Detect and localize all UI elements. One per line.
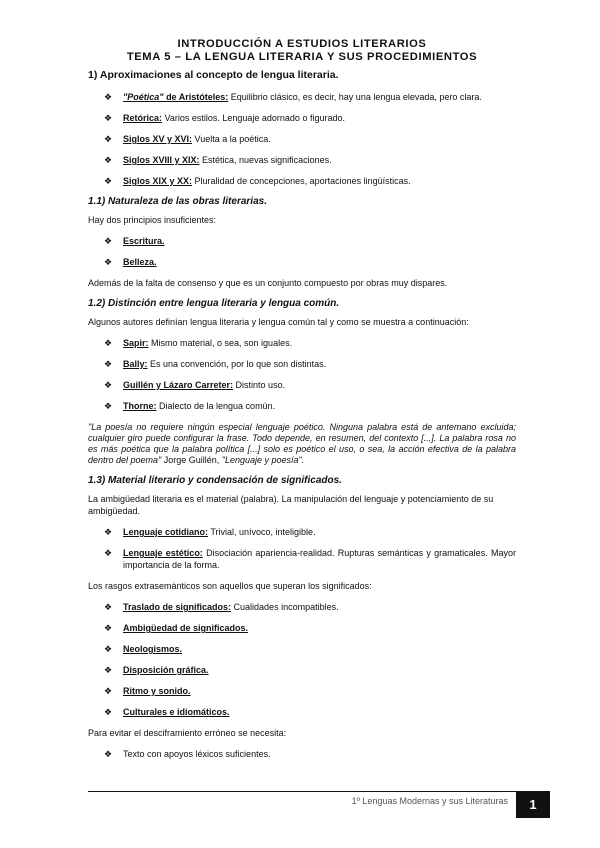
section-1-2-heading: 1.2) Distinción entre lengua literaria y lengua común. bbox=[88, 298, 340, 309]
list-item-key: Thorne: bbox=[123, 401, 157, 411]
diamond-bullet-icon: ❖ bbox=[104, 380, 113, 390]
diamond-bullet-icon: ❖ bbox=[104, 401, 113, 411]
list-item-key: "Poética" bbox=[123, 92, 164, 102]
section-1-2-list bbox=[88, 337, 516, 412]
list-item-text: Equilibrio clásico, es decir, hay una lengua elevada, pero clara. bbox=[228, 92, 482, 102]
section-1-3-heading: 1.3) Material literario y condensación de significados. bbox=[88, 475, 342, 486]
quotation bbox=[88, 422, 516, 466]
list-item-key: Belleza. bbox=[123, 257, 157, 267]
list-item-key: Lenguaje estético: bbox=[123, 548, 203, 558]
list-item bbox=[88, 154, 516, 166]
list-item-text: Varios estilos. Lenguaje adornado o figurado. bbox=[162, 113, 345, 123]
diamond-bullet-icon: ❖ bbox=[104, 749, 113, 759]
footer-course: 1º Lenguas Modernas y sus Literaturas bbox=[351, 796, 508, 806]
diamond-bullet-icon: ❖ bbox=[104, 92, 113, 102]
list-item-key: Siglos XV y XVI: bbox=[123, 134, 193, 144]
list-item bbox=[88, 526, 516, 538]
list-item-key: de Aristóteles: bbox=[163, 92, 229, 102]
list-item-key: Bally: bbox=[123, 359, 148, 369]
list-item-text: Es una convención, por lo que son distintas. bbox=[147, 359, 327, 369]
list-item-key: Sapir: bbox=[123, 338, 149, 348]
list-item-text: Vuelta a la poética. bbox=[192, 134, 271, 144]
document-title-line1: INTRODUCCIÓN A ESTUDIOS LITERARIOS bbox=[177, 38, 427, 50]
list-item-key: Neologismos. bbox=[123, 644, 183, 654]
list-item bbox=[88, 685, 516, 697]
list-item-text: Pluralidad de concepciones, aportaciones lingüísticas. bbox=[192, 176, 411, 186]
footer-divider bbox=[88, 791, 516, 792]
list-item bbox=[88, 91, 516, 103]
paragraph: Los rasgos extrasemánticos son aquellos que superan los significados: bbox=[88, 581, 372, 591]
list-item-key: Disposición gráfica. bbox=[123, 665, 209, 675]
section-1-heading: 1) Aproximaciones al concepto de lengua literaria. bbox=[88, 69, 339, 81]
list-item-key: Ritmo y sonido. bbox=[123, 686, 191, 696]
list-item-key: Siglos XIX y XX: bbox=[123, 176, 193, 186]
list-item bbox=[88, 358, 516, 370]
list-item bbox=[88, 235, 516, 247]
diamond-bullet-icon: ❖ bbox=[104, 707, 113, 717]
list-item bbox=[88, 664, 516, 676]
list-item bbox=[88, 601, 516, 613]
list-item-key: Traslado de significados: bbox=[123, 602, 232, 612]
section-1-3-requirements-list bbox=[88, 748, 516, 760]
list-item bbox=[88, 547, 516, 571]
list-item bbox=[88, 175, 516, 187]
list-item-text: Cualidades incompatibles. bbox=[231, 602, 339, 612]
section-1-1-list bbox=[88, 235, 516, 268]
list-item bbox=[88, 379, 516, 391]
list-item-key: Lenguaje cotidiano: bbox=[123, 527, 209, 537]
list-item bbox=[88, 112, 516, 124]
page-number: 1 bbox=[516, 791, 550, 818]
list-item-text: Mismo material, o sea, son iguales. bbox=[148, 338, 293, 348]
diamond-bullet-icon: ❖ bbox=[104, 338, 113, 348]
paragraph: Para evitar el desciframiento erróneo se necesita: bbox=[88, 728, 287, 738]
section-1-1-heading: 1.1) Naturaleza de las obras literarias. bbox=[88, 196, 267, 207]
list-item-key: Culturales e idiomáticos. bbox=[123, 707, 230, 717]
list-item-key: Escritura. bbox=[123, 236, 165, 246]
list-item-text: Disociación apariencia-realidad. Rupturas semánticas y gramaticales. Mayor importancia de la forma. bbox=[123, 548, 516, 570]
diamond-bullet-icon: ❖ bbox=[104, 644, 113, 654]
section-1-list bbox=[88, 91, 516, 187]
list-item bbox=[88, 400, 516, 412]
quote-author: Jorge Guillén, bbox=[161, 455, 222, 465]
diamond-bullet-icon: ❖ bbox=[104, 602, 113, 612]
paragraph: Hay dos principios insuficientes: bbox=[88, 215, 217, 225]
paragraph: Además de la falta de consenso y que es un conjunto compuesto por obras muy dispares. bbox=[88, 278, 448, 288]
paragraph: La ambigüedad literaria es el material (palabra). La manipulación del lenguaje y potenciamiento de su ambigüedad. bbox=[88, 494, 494, 516]
list-item-text: Estética, nuevas significaciones. bbox=[199, 155, 332, 165]
diamond-bullet-icon: ❖ bbox=[104, 359, 113, 369]
list-item bbox=[88, 337, 516, 349]
diamond-bullet-icon: ❖ bbox=[104, 665, 113, 675]
list-item-key: Siglos XVIII y XIX: bbox=[123, 155, 200, 165]
list-item bbox=[88, 706, 516, 718]
list-item bbox=[88, 748, 516, 760]
list-item bbox=[88, 256, 516, 268]
diamond-bullet-icon: ❖ bbox=[104, 134, 113, 144]
section-1-3-list bbox=[88, 526, 516, 571]
diamond-bullet-icon: ❖ bbox=[104, 113, 113, 123]
list-item bbox=[88, 622, 516, 634]
document-title-line2: TEMA 5 – LA LENGUA LITERARIA Y SUS PROCEDIMIENTOS bbox=[126, 51, 478, 63]
list-item-text: Dialecto de la lengua común. bbox=[156, 401, 276, 411]
diamond-bullet-icon: ❖ bbox=[104, 548, 113, 558]
list-item-key: Retórica: bbox=[123, 113, 163, 123]
diamond-bullet-icon: ❖ bbox=[104, 155, 113, 165]
paragraph: Algunos autores definían lengua literaria y lengua común tal y como se muestra a continuación: bbox=[88, 317, 469, 327]
diamond-bullet-icon: ❖ bbox=[104, 527, 113, 537]
quote-text: "La poesía no requiere ningún especial lenguaje poético. Ninguna palabra está de antemano excluida; cualquier giro puede configurar la frase. Todo depende, en resumen, del contexto [...]. La palabra rosa no es más poética que la palabra política [...] solo es poético el uso, o sea, la acción efectiva de la palabra dentro del poema" bbox=[88, 422, 516, 465]
diamond-bullet-icon: ❖ bbox=[104, 623, 113, 633]
list-item-key: Guillén y Lázaro Carreter: bbox=[123, 380, 234, 390]
diamond-bullet-icon: ❖ bbox=[104, 257, 113, 267]
list-item-text: Distinto uso. bbox=[233, 380, 286, 390]
list-item-text: Texto con apoyos léxicos suficientes. bbox=[123, 749, 271, 759]
diamond-bullet-icon: ❖ bbox=[104, 236, 113, 246]
list-item-key: Ambigüedad de significados. bbox=[123, 623, 249, 633]
quote-work: "Lenguaje y poesía". bbox=[221, 455, 305, 465]
diamond-bullet-icon: ❖ bbox=[104, 176, 113, 186]
list-item-text: Trivial, unívoco, inteligible. bbox=[208, 527, 316, 537]
document-page bbox=[88, 38, 516, 760]
diamond-bullet-icon: ❖ bbox=[104, 686, 113, 696]
list-item bbox=[88, 133, 516, 145]
list-item bbox=[88, 643, 516, 655]
section-1-3-features-list bbox=[88, 601, 516, 718]
